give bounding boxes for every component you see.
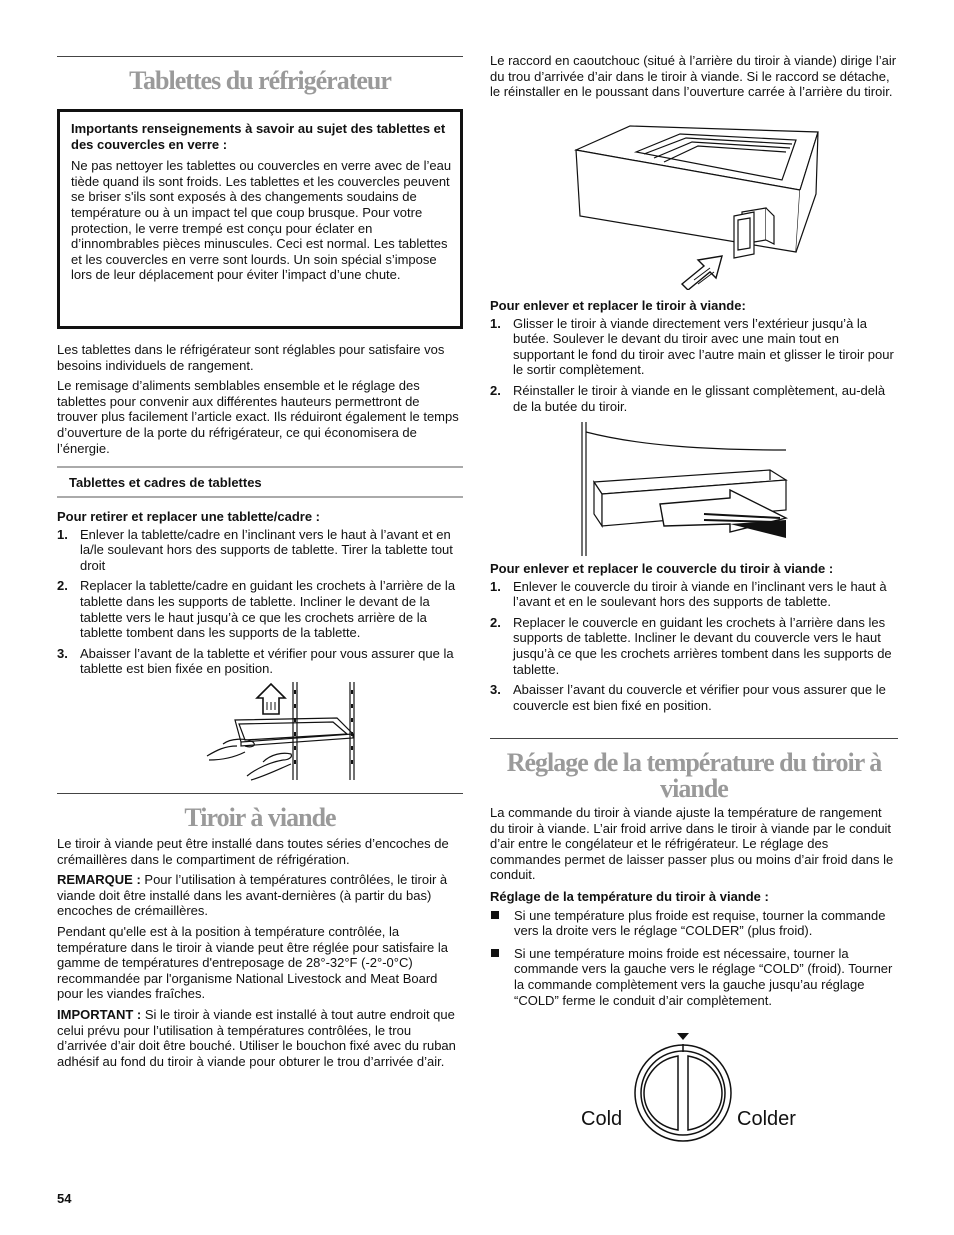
- dial-pointer-icon: [677, 1033, 689, 1040]
- remarque-paragraph: REMARQUE : Pour l’utilisation à températures contrôlées, le tiroir à viande doit être installé dans les avant-dernières (à partir du bas) encoches de crémaillères.: [57, 872, 448, 919]
- shelf-steps: [57, 509, 463, 682]
- warning-box: [57, 109, 463, 329]
- shelf-removal-illustration: [167, 680, 367, 784]
- important-paragraph: IMPORTANT : Si le tiroir à viande est installé à tout autre endroit que celui prévu pour l’utilisation à températures contrôlées, le trou d’arrivée d’air doit être bouché. Utiliser le bouchon fixé avec du ruban adhésif au fond du tiroir à viande pour obturer le trou d’arrivée d’air.: [57, 1006, 456, 1069]
- drawer-steps: [490, 298, 898, 419]
- temperature-bullets: [490, 908, 898, 1009]
- warning-box-text: Ne pas nettoyer les tablettes ou couvercles en verre avec de l’eau tiède quand ils sont froids. Les tablettes et les couvercles peuvent se briser s'ils sont exposés à des changements soudains de température ou à un impact tel que coup brusque. Pour votre protection, le verre trempé est conçu pour éclater en d’innombrables pièces minuscules. Ceci est normal. Les tablettes et les couvercles en verre sont lourds. Un soin spécial s’impose lors de leur déplacement pour éviter l’impact d’une chute.: [71, 158, 452, 283]
- subhead-tablettes-cadres: Tablettes et cadres de tablettes: [57, 466, 463, 498]
- section-rule: [57, 56, 463, 57]
- bullet-square-icon: [491, 911, 499, 919]
- temperature-steps-title: Réglage de la température du tiroir à viande :: [490, 889, 769, 904]
- tiroir-paragraph-1: Le tiroir à viande peut être installé dans toutes séries d’encoches de crémaillères dans le compartiment de réfrigération.: [57, 836, 449, 867]
- shelf-steps-title: Pour retirer et replacer une tablette/cadre :: [57, 509, 320, 524]
- dial-label-cold: Cold: [581, 1108, 623, 1130]
- page-number: 54: [57, 1191, 72, 1206]
- list-item: 3. Abaisser l’avant du couvercle et vérifier pour vous assurer que le couvercle est bien fixé en position.: [490, 682, 886, 713]
- intro-paragraph-2: Le remisage d’aliments semblables ensemble et le réglage des tablettes pour convenir aux différentes hauteurs permettront de trouver plus facilement l’article exact. Ils réduiront également le temps d’ouverture de la porte du réfrigérateur, ce qui économisera de l’énergie.: [57, 378, 459, 456]
- list-item: 2. Replacer le couvercle en guidant les crochets à l’arrière dans les supports de tablette. Incliner le devant du couvercle vers le haut jusqu’à ce que les crochets arrières tombent dans les supports de tablette.: [490, 614, 892, 677]
- cover-steps-title: Pour enlever et replacer le couvercle du tiroir à viande :: [490, 561, 834, 576]
- list-item: 2. Replacer la tablette/cadre en guidant les crochets à l’arrière de la tablette dans les supports de tablette. Incliner le devant de la tablette vers le haut jusqu’à ce que les crochets arrière de la tablette tombent dans les supports de la tablette.: [57, 578, 456, 641]
- drawer-steps-list: [490, 316, 898, 415]
- section-title-tiroir-viande: Tiroir à viande: [184, 803, 336, 832]
- bullet-square-icon: [491, 949, 499, 957]
- shelf-steps-list: [57, 527, 463, 677]
- section-rule: [57, 793, 463, 794]
- section-title-reglage-temperature: Réglage de la température du tiroir à viande: [506, 748, 882, 803]
- raccord-paragraph: Le raccord en caoutchouc (situé à l’arrière du tiroir à viande) dirige l’air du trou d’arrivée d’air dans le tiroir à viande. Si le raccord se détache, le réinstaller en le poussant dans l’ouverture carrée à l’arrière du tiroir.: [490, 53, 897, 100]
- drawer-fitting-illustration: [570, 120, 820, 290]
- list-item: 1. Enlever le couvercle du tiroir à viande en l’inclinant vers le haut à l’avant et en le soulevant hors des supports de tablette.: [490, 578, 887, 610]
- list-item: 2. Réinstaller le tiroir à viande en le glissant complètement, au-delà de la butée du tiroir.: [490, 382, 886, 414]
- list-item: 1. Enlever la tablette/cadre en l’inclinant vers le haut à l’avant et en la/le soulevant hors des supports de tablette. Tirer la tablette tout droit: [57, 526, 453, 573]
- cover-steps: [490, 561, 898, 718]
- list-item: 1. Glisser le tiroir à viande directement vers l’extérieur jusqu’à la butée. Soulever le devant du tiroir avec une main tout en supportant le fond du tiroir avec l’autre main et glisser le tiroir pour le sortir complètement.: [490, 315, 894, 378]
- tiroir-paragraphs: [57, 836, 463, 1074]
- intro-paragraph-1: Les tablettes dans le réfrigérateur sont réglables pour satisfaire vos besoins individuels de rangement.: [57, 342, 445, 373]
- dial-label-colder: Colder: [737, 1108, 796, 1130]
- list-item: 3. Abaisser l’avant de la tablette et vérifier pour vous assurer que la tablette est bien fixée en position.: [57, 645, 454, 677]
- cover-steps-list: [490, 579, 898, 714]
- temperature-steps: [490, 889, 898, 1015]
- warning-box-title: Importants renseignements à savoir au sujet des tablettes et des couvercles en verre :: [71, 121, 446, 152]
- section-title-tablettes: Tablettes du réfrigérateur: [129, 66, 391, 95]
- list-item: Si une température plus froide est requise, tourner la commande vers la droite vers le réglage “COLDER” (plus froid).: [490, 908, 898, 939]
- section-rule: [490, 738, 898, 739]
- tiroir-paragraph-3: Pendant qu'elle est à la position à température contrôlée, la température dans le tiroir à viande peut être réglée pour satisfaire la gamme de températures d'entreposage de 28°-32°F (-2°-0°C) recommandée par l'organisme National Livestock and Meat Board pour les viandes fraîches.: [57, 923, 448, 1002]
- list-item: Si une température moins froide est nécessaire, tourner la commande vers la gauche vers le réglage “COLD” (froid). Tourner la commande complètement vers la gauche jusqu’au réglage “COLD” ferme le conduit d’air complètement.: [490, 946, 898, 1008]
- temperature-dial-illustration: [578, 1032, 808, 1144]
- drawer-steps-title: Pour enlever et replacer le tiroir à viande:: [490, 298, 746, 313]
- dial-knob-icon: [635, 1044, 731, 1141]
- intro-paragraphs: [57, 342, 463, 461]
- drawer-slide-illustration: [580, 420, 796, 558]
- temperature-paragraph: La commande du tiroir à viande ajuste la température de rangement du tiroir à viande. L’air froid arrive dans le tiroir à viande par le conduit d’air entre le congélateur et le réfrigérateur. Le réglage des commandes permet de laisser passer plus ou moins d’air froid dans le conduit.: [490, 805, 894, 883]
